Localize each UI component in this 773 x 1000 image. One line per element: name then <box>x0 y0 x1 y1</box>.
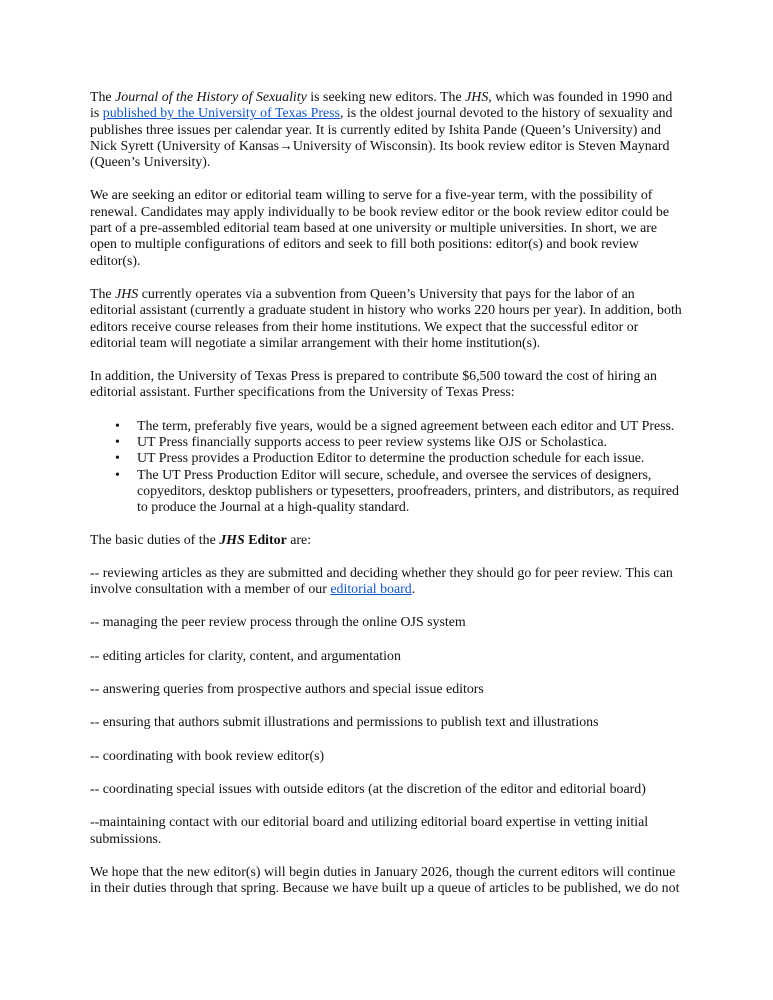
ut-press-specifications-list <box>90 419 682 517</box>
intro-text-3: , which was founded in 1990 and is <box>90 90 673 122</box>
duty-item: -- coordinating special issues with outside editors (at the discretion of the editor and editorial board) <box>90 781 646 797</box>
intro-text-2: is seeking new editors. The <box>306 90 466 105</box>
duty-text: -- reviewing articles as they are submitted and deciding whether they should go for peer review. This can involve consultation with a member of our <box>90 565 673 598</box>
duties-heading-text-1: The basic duties of the <box>90 532 220 548</box>
intro-paragraph <box>90 90 682 171</box>
intro-text-4: , is the oldest journal devoted to the history of sexuality and publishes three issues per calendar year. It is currently edited by Ishita Pande (Queen’s University) and Nick Syrett (University of Kansas→University of Wisconsin). Its book review editor is Steven Maynard (Queen’s University). <box>90 106 673 171</box>
duty-item: -- editing articles for clarity, content, and argumentation <box>90 648 401 664</box>
duties-heading <box>90 533 682 549</box>
subvention-text-2: currently operates via a subvention from Queen’s University that pays for the labor of an editorial assistant (currently a graduate student in history who works 220 hours per year). In addition, both editors receive course releases from their home institutions. We expect that the successful editor or editorial team will negotiate a similar arrangement with their home institution(s). <box>90 286 682 351</box>
duty-item <box>90 566 682 599</box>
term-paragraph: We are seeking an editor or editorial team willing to serve for a five-year term, with the possibility of renewal. Candidates may apply individually to be book review editor or the book review editor could be part of a pre-assembled editorial team based at one university or multiple universities. In short, we are open to multiple configurations of editors and seek to fill both positions: editor(s) and book review editor(s). <box>90 188 669 269</box>
document-page <box>90 90 682 914</box>
duties-heading-text-3: are: <box>286 532 312 548</box>
duty-item: --maintaining contact with our editorial board and utilizing editorial board expertise in vetting initial submissions. <box>90 815 649 847</box>
list-item: • UT Press financially supports access to peer review systems like OJS or Scholastica. <box>137 435 682 451</box>
ut-press-paragraph: In addition, the University of Texas Press is prepared to contribute $6,500 toward the cost of hiring an editorial assistant. Further specifications from the University of Texas Press: <box>90 369 658 401</box>
duties-heading-editor: Editor <box>244 532 287 548</box>
duty-text-end: . <box>411 582 416 598</box>
jhs-abbrev: JHS <box>465 90 489 105</box>
duty-item: -- answering queries from prospective authors and special issue editors <box>90 682 484 698</box>
list-item: • The UT Press Production Editor will secure, schedule, and oversee the services of designers, copyeditors, desktop publishers or typesetters, proofreaders, printers, and distributors, as required to produce the Journal at a high-quality standard. <box>137 468 682 517</box>
journal-name: Journal of the History of Sexuality <box>115 90 307 105</box>
editorial-board-link[interactable]: editorial board <box>330 582 412 598</box>
subvention-text-1: The <box>90 286 116 302</box>
list-item: • The term, preferably five years, would be a signed agreement between each editor and UT Press. <box>137 419 682 435</box>
duty-item: -- coordinating with book review editor(s) <box>90 748 325 764</box>
duty-item: -- ensuring that authors submit illustrations and permissions to publish text and illustrations <box>90 715 599 731</box>
ut-press-link[interactable]: published by the University of Texas Press <box>102 106 340 122</box>
jhs-abbrev: JHS <box>219 532 245 548</box>
jhs-abbrev: JHS <box>115 286 139 302</box>
intro-text-1: The <box>90 90 116 105</box>
duty-item: -- managing the peer review process through the online OJS system <box>90 615 466 631</box>
start-date-paragraph: We hope that the new editor(s) will begin duties in January 2026, though the current editors will continue in their duties through that spring. Because we have built up a queue of articles to be published, we do not <box>90 864 680 897</box>
subvention-paragraph <box>90 287 682 352</box>
list-item: • UT Press provides a Production Editor to determine the production schedule for each issue. <box>137 451 682 467</box>
